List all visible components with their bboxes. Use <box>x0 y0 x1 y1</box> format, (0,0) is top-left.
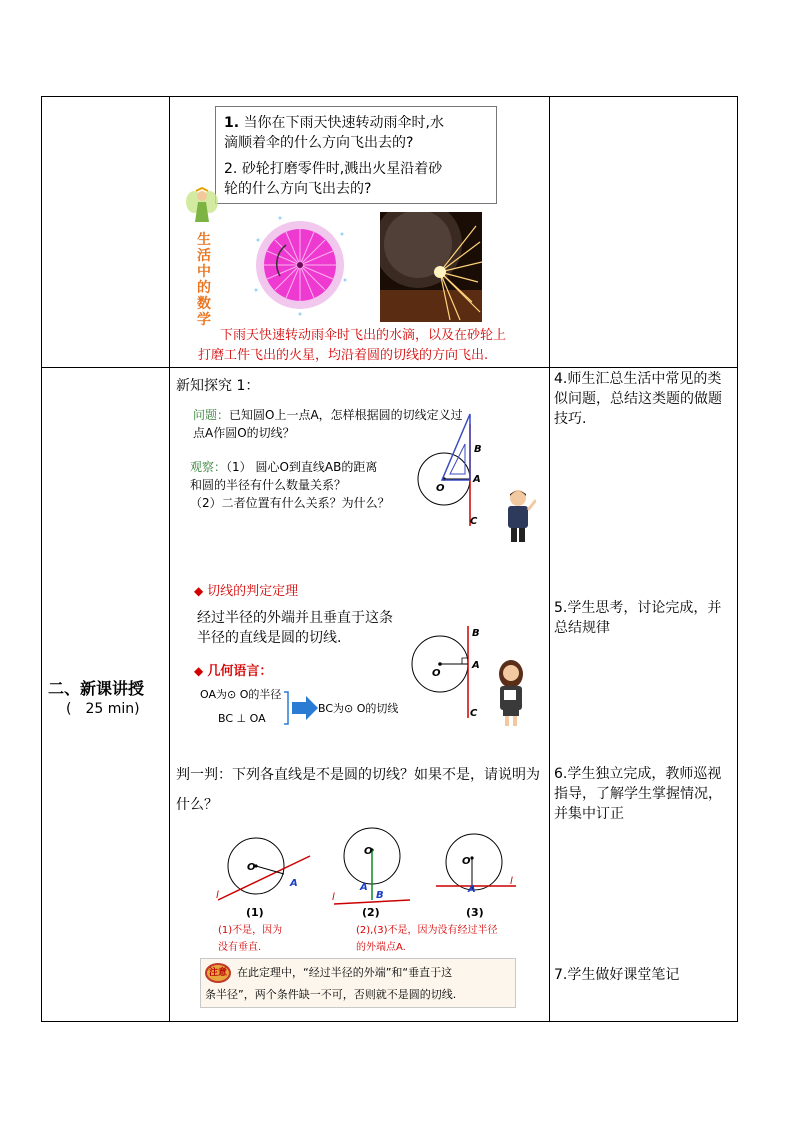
note-6: 6.学生独立完成，教师巡视指导，了解学生掌握情况，并集中订正 <box>554 766 722 822</box>
judge-figure-3 <box>434 830 524 920</box>
explore-title: 新知探究 1： <box>176 378 260 394</box>
label-O: O <box>432 668 441 679</box>
question-box <box>215 106 497 204</box>
diamond-icon: ◆ <box>194 664 204 678</box>
answer-2: (2),(3)不是，因为没有经过半径 的外端点A. <box>356 925 498 953</box>
judge-figure-2 <box>330 824 410 920</box>
observe-text: 观察：（1） 圆心O到直线AB的距离 和圆的半径有什么数量关系？ （2）二者位置有什么关系？为什么？ <box>190 460 390 510</box>
tangent-figure-2 <box>406 624 486 720</box>
figure-caption: (3) <box>466 906 484 919</box>
umbrella-illustration <box>250 210 350 320</box>
problem-text: 问题：已知圆O上一点A，怎样根据圆的切线定义过 点A作圆O的切线？ <box>193 408 463 440</box>
label-l: l <box>216 890 219 901</box>
label-l: l <box>510 876 513 887</box>
label-O: O <box>436 483 445 494</box>
label-O: O <box>247 862 256 873</box>
diamond-icon: ◆ <box>194 584 204 598</box>
label-A: A <box>290 878 298 889</box>
theorem-heading: ◆ 切线的判定定理 <box>194 584 299 599</box>
teacher-female-icon <box>494 660 528 728</box>
label-A: A <box>360 882 368 893</box>
figure-caption: (1) <box>246 906 264 919</box>
label-O: O <box>364 846 373 857</box>
label-A: A <box>473 474 481 485</box>
geo-condition-2: BC ⊥ OA <box>218 712 266 725</box>
row-divider <box>42 367 737 368</box>
geo-language-heading: ◆ 几何语言： <box>194 664 273 679</box>
note-box <box>200 958 516 1008</box>
life-math-caption: 下雨天快速转动雨伞时飞出的水滴，以及在砂轮上 打磨工件飞出的火星，均沿着圆的切线的方向飞出. <box>198 328 507 363</box>
theorem-text: 经过半径的外端并且垂直于这条 半径的直线是圆的切线. <box>197 610 393 646</box>
note-line-1: 在此定理中，“经过半径的外端”和“垂直于这 <box>237 966 453 979</box>
section-time: ( 25 min) <box>66 701 140 717</box>
question-2: 2. 砂轮打磨零件时,溅出火星沿着砂 轮的什么方向飞出去的? <box>224 161 443 197</box>
teacher-male-icon <box>502 488 536 544</box>
label-l: l <box>332 892 335 903</box>
grinding-wheel-photo <box>380 212 482 322</box>
geo-result: BC为⊙ O的切线 <box>318 702 399 715</box>
label-B: B <box>376 890 384 901</box>
label-O: O <box>462 856 471 867</box>
answer-1: (1)不是，因为 没有垂直. <box>218 925 283 953</box>
note-badge: 注意 <box>205 963 231 983</box>
column-divider-2 <box>549 97 550 1021</box>
label-B: B <box>472 628 480 639</box>
geo-condition-1: OA为⊙ O的半径 <box>200 688 282 701</box>
note-5: 5.学生思考，讨论完成，并总结规律 <box>554 600 722 636</box>
label-C: C <box>470 708 478 719</box>
label-C: C <box>470 516 478 527</box>
note-line-2: 条半径”，两个条件缺一不可，否则就不是圆的切线. <box>205 988 457 1001</box>
question-1: 1. 当你在下雨天快速转动雨伞时,水 滴顺着伞的什么方向飞出去的? <box>224 115 444 151</box>
judge-figure-1 <box>216 830 316 920</box>
label-A: A <box>468 884 476 895</box>
side-label-life-math: 生 活 中 的 数 学 <box>197 232 211 328</box>
label-B: B <box>474 444 482 455</box>
judge-text: 判一判：下列各直线是不是圆的切线？如果不是，请说明为 什么？ <box>176 767 540 813</box>
section-title: 二、新课讲授 <box>48 679 145 698</box>
label-A: A <box>472 660 480 671</box>
note-7: 7.学生做好课堂笔记 <box>554 967 680 983</box>
fairy-icon <box>184 186 220 230</box>
column-divider-1 <box>169 97 170 1021</box>
note-4: 4.师生汇总生活中常见的类似问题，总结这类题的做题技巧. <box>554 371 722 427</box>
figure-caption: (2) <box>362 906 380 919</box>
tangent-figure-1 <box>412 404 492 528</box>
brace-arrow-icon <box>282 690 320 726</box>
